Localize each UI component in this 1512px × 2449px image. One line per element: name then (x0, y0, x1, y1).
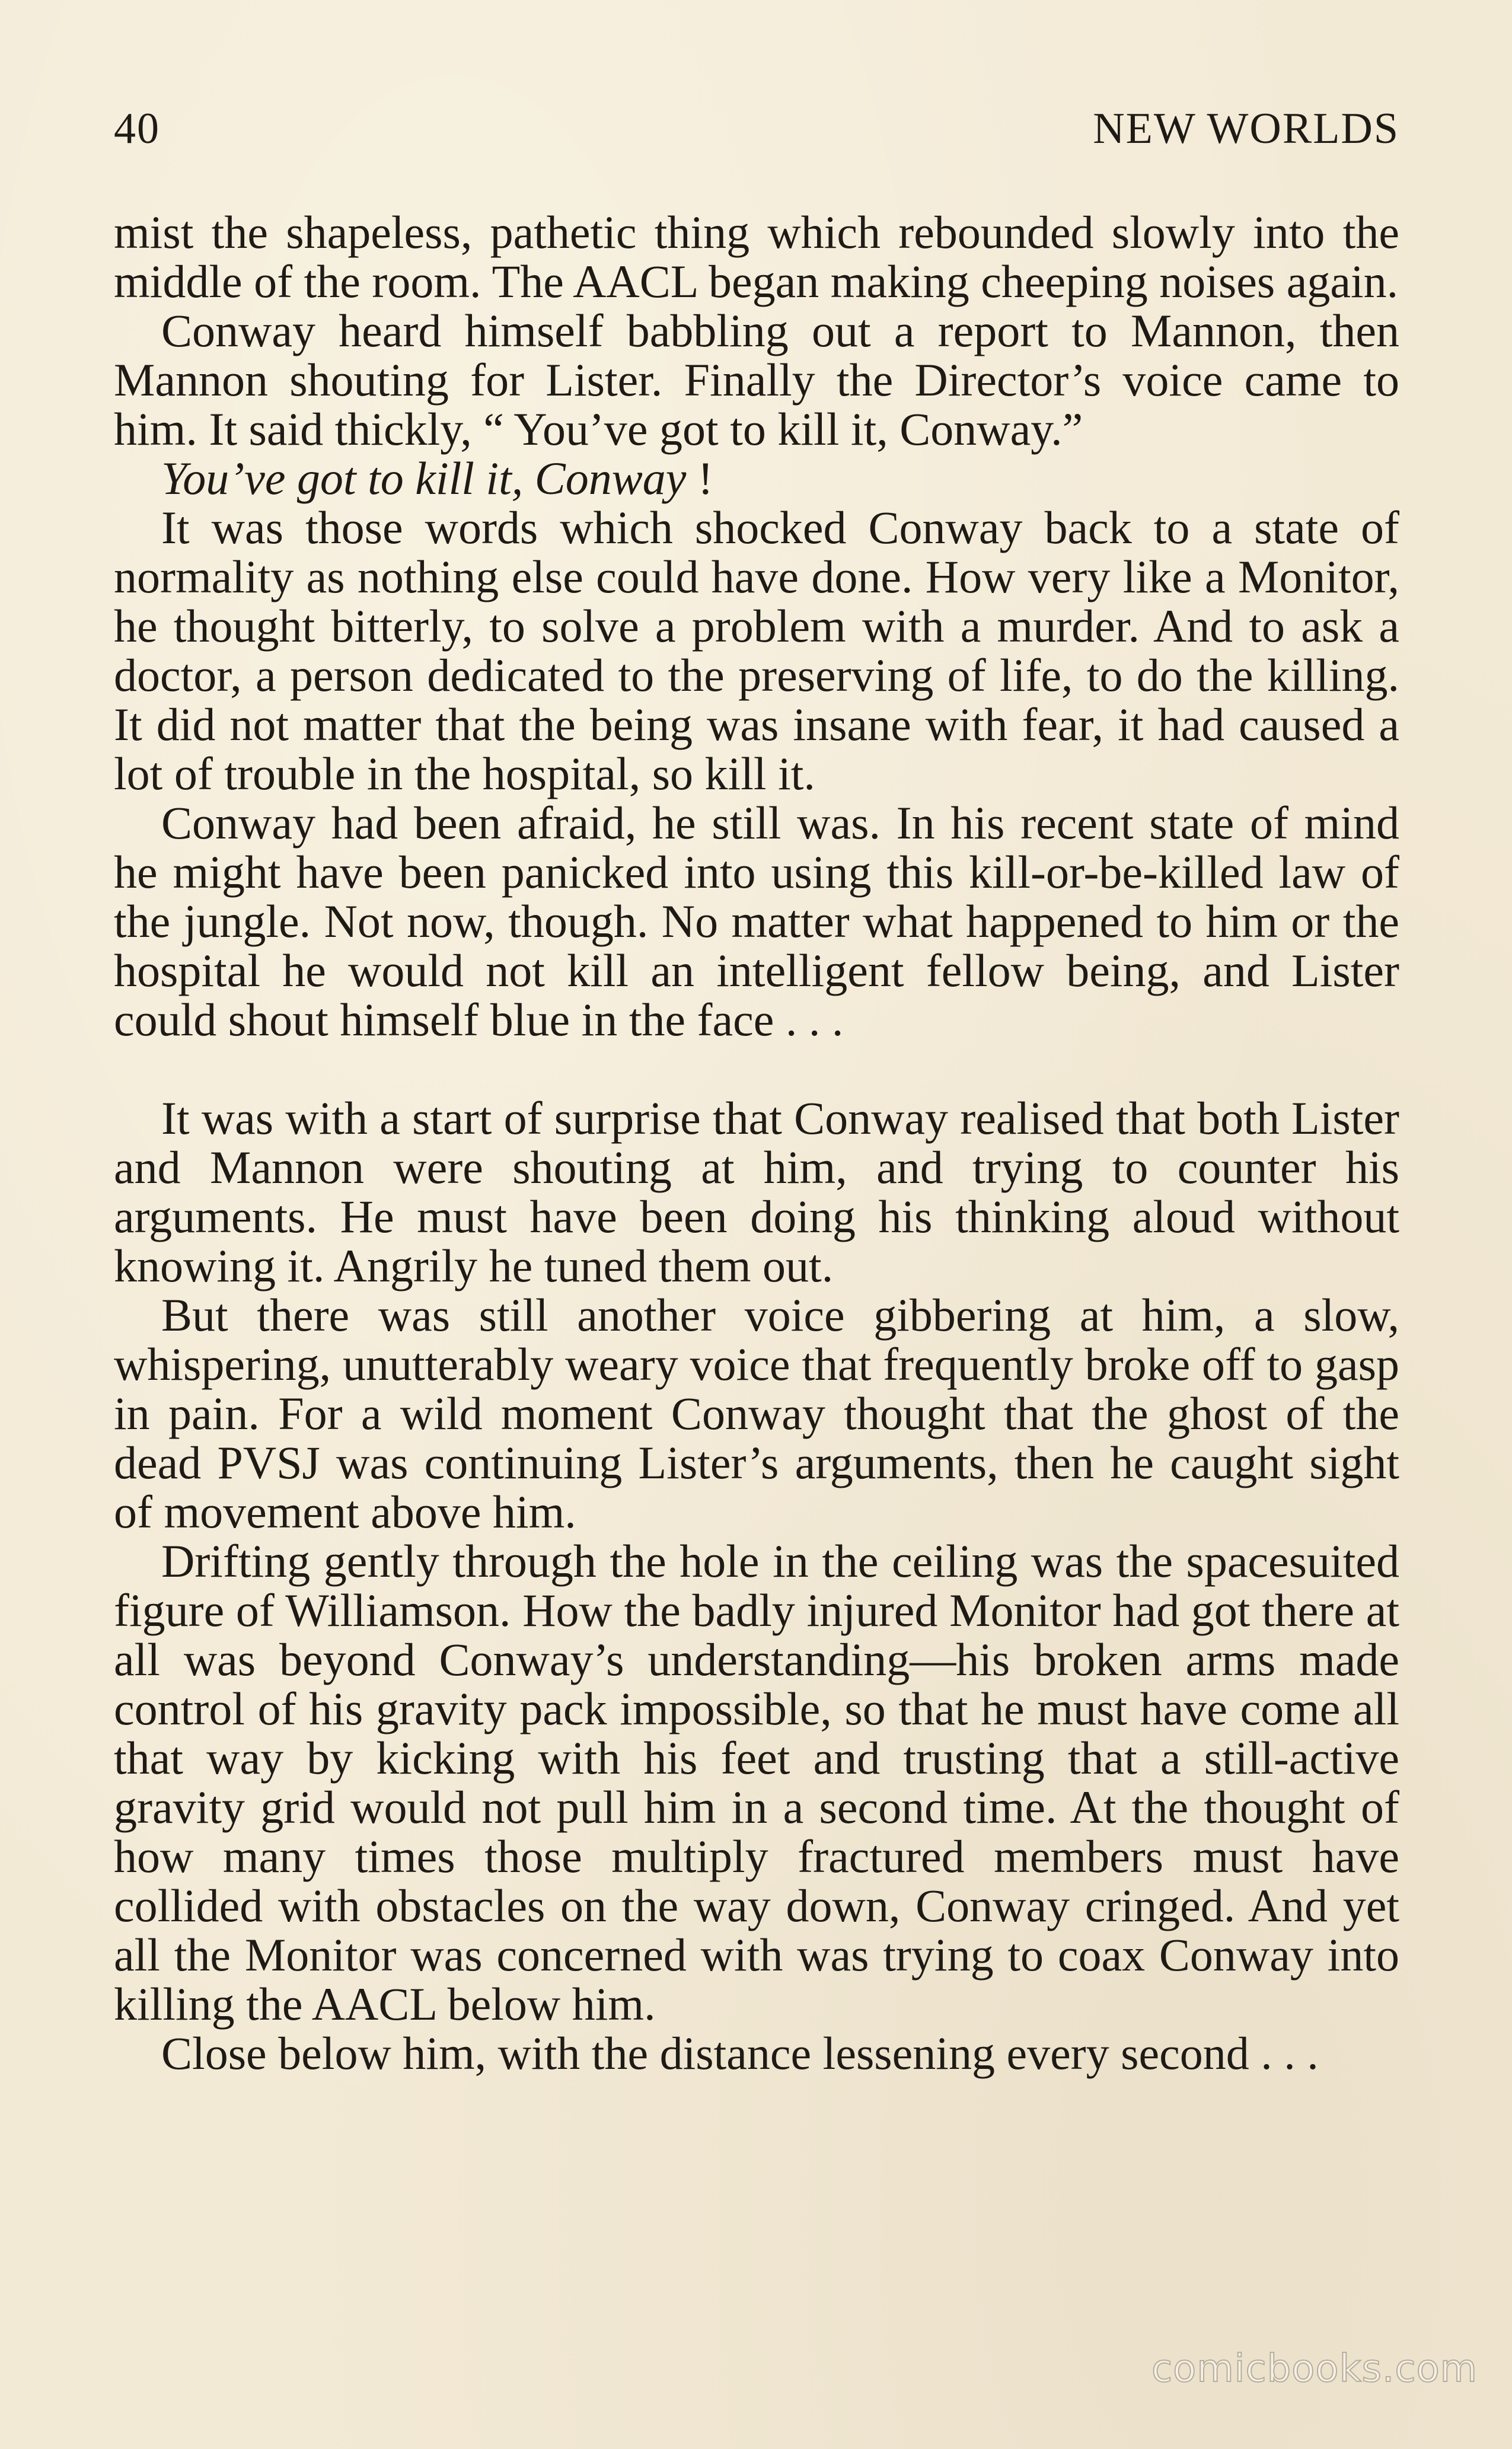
page-number: 40 (114, 104, 160, 153)
running-title: NEW WORLDS (1093, 104, 1399, 153)
paragraph: Close below him, with the distance lessening every second . . . (161, 2027, 1319, 2079)
italic-quote: You’ve got to kill it, Conway (161, 452, 687, 504)
paragraph: Drifting gently through the hole in the ceiling was the spacesuited figure of Williamson. How the badly injured Monitor had got there at all was beyond Conway’s understanding—his broken arms made control of his gravity pack impossible, so that he must have come all that way by kicking with his feet and trusting that a still-active gravity grid would not pull him in a second time. At the thought of how many times those multiply fractured members must have collided with obstacles on the way down, Conway cringed. And yet all the Monitor was concerned with was trying to coax Conway into killing the AACL below him. (114, 1535, 1399, 2030)
exclamation-mark: ! (686, 452, 713, 504)
paragraph: It was with a start of surprise that Conway realised that both Lister and Mannon were shouting at him, and trying to counter his arguments. He must have been doing his thinking aloud without knowing it. Angrily he tuned them out. (114, 1092, 1399, 1292)
paragraph: It was those words which shocked Conway back to a state of normality as nothing else could have done. How very like a Monitor, he thought bitterly, to solve a problem with a murder. And to ask a doctor, a person dedicated to the preserving of life, to do the killing. It did not matter that the being was insane with fear, it had caused a lot of trouble in the hospital, so kill it. (114, 502, 1399, 799)
paragraph: Conway had been afraid, he still was. In his recent state of mind he might have been panicked into using this kill-or-be-killed law of the jungle. Not now, though. No matter what happened to him or the hospital he would not kill an intelligent fellow being, and Lister could shout himself blue in the face . . . (114, 797, 1399, 1045)
paragraph: mist the shapeless, pathetic thing which rebounded slowly into the middle of the room. The AACL began making cheeping noises again. (114, 206, 1399, 307)
italic-paragraph (114, 454, 1399, 503)
story-text (114, 208, 1399, 2078)
page-header (114, 104, 1399, 163)
paragraph: But there was still another voice gibbering at him, a slow, whispering, unutterably weary voice that frequently broke off to gasp in pain. For a wild moment Conway thought that the ghost of the dead PVSJ was continuing Lister’s arguments, then he caught sight of movement above him. (114, 1289, 1399, 1538)
paragraph: Conway heard himself babbling out a report to Mannon, then Mannon shouting for Lister. Finally the Director’s voice came to him. It said thickly, “ You’ve got to kill it, Conway.” (114, 305, 1399, 455)
site-watermark: comicbooks.com (1151, 2347, 1478, 2391)
